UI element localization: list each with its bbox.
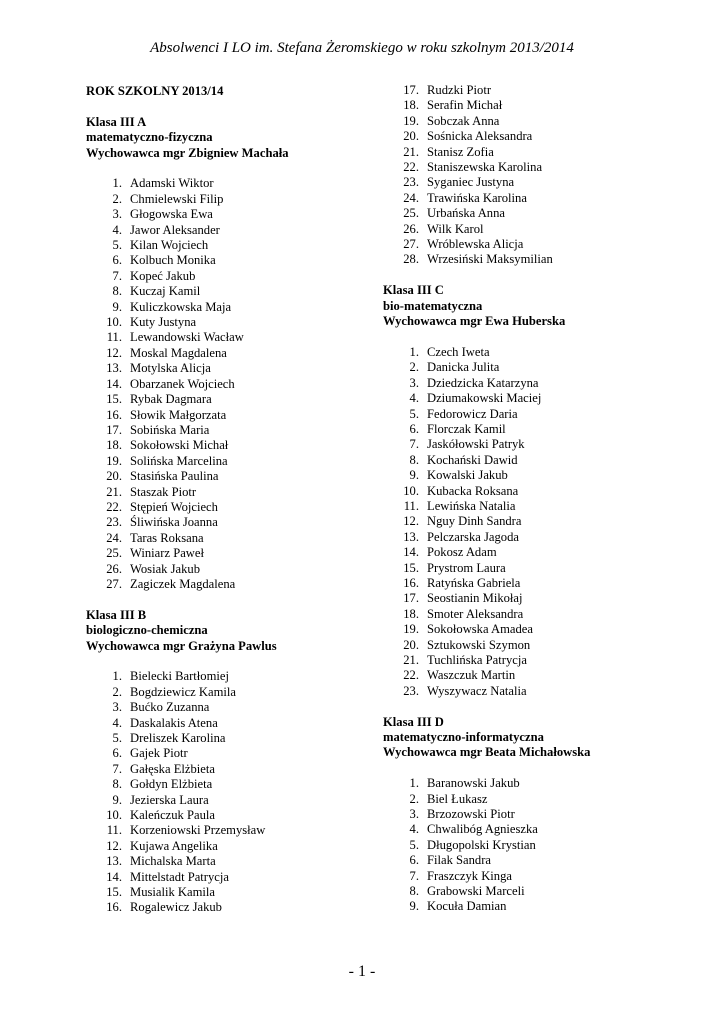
student-item	[86, 315, 376, 330]
student-name: Syganiec Justyna	[427, 175, 515, 190]
student-item	[86, 454, 376, 469]
student-name: Bielecki Bartłomiej	[130, 669, 229, 684]
student-number: 16.	[106, 407, 122, 422]
student-item	[86, 531, 376, 546]
student-number: 6.	[409, 853, 419, 868]
student-item	[86, 361, 376, 376]
student-name: Wrzesiński Maksymilian	[427, 252, 553, 267]
class-c-tutor: Wychowawca mgr Ewa Huberska	[383, 314, 566, 329]
student-name: Jaskółowski Patryk	[427, 437, 525, 452]
class-d-list	[383, 776, 673, 915]
student-item	[383, 206, 673, 221]
student-item	[383, 422, 673, 437]
student-name: Sośnicka Aleksandra	[427, 129, 533, 144]
student-name: Chwalibóg Agnieszka	[427, 822, 538, 837]
student-item	[86, 346, 376, 361]
student-name: Solińska Marcelina	[130, 453, 228, 468]
student-name: Filak Sandra	[427, 853, 492, 868]
student-number: 8.	[112, 284, 122, 299]
student-item	[383, 499, 673, 514]
student-number: 20.	[106, 469, 122, 484]
student-number: 27.	[106, 576, 122, 591]
student-item	[86, 269, 376, 284]
student-name: Kochański Dawid	[427, 452, 518, 467]
student-item	[383, 869, 673, 884]
student-item	[86, 777, 376, 792]
student-item	[86, 669, 376, 684]
student-number: 10.	[106, 808, 122, 823]
student-item	[86, 438, 376, 453]
student-name: Nguy Dinh Sandra	[427, 514, 522, 529]
student-name: Stanisz Zofia	[427, 144, 494, 159]
student-number: 17.	[403, 83, 419, 97]
student-item	[86, 423, 376, 438]
student-item	[383, 638, 673, 653]
student-number: 9.	[409, 899, 419, 914]
student-item	[86, 469, 376, 484]
student-number: 2.	[112, 684, 122, 699]
year-title: ROK SZKOLNY 2013/14	[86, 84, 224, 98]
student-number: 15.	[403, 560, 419, 575]
right-column	[383, 83, 673, 915]
student-number: 22.	[403, 160, 419, 175]
student-item	[383, 591, 673, 606]
student-name: Wróblewska Alicja	[427, 237, 524, 252]
student-item	[383, 899, 673, 914]
student-item	[86, 793, 376, 808]
student-name: Trawińska Karolina	[427, 190, 527, 205]
student-name: Śliwińska Joanna	[130, 515, 218, 530]
student-item	[86, 377, 376, 392]
student-item	[86, 900, 376, 915]
student-name: Wilk Karol	[427, 221, 484, 236]
student-item	[383, 530, 673, 545]
class-b-tutor: Wychowawca mgr Grażyna Pawlus	[86, 638, 277, 653]
student-item	[383, 822, 673, 837]
student-name: Kuty Justyna	[130, 315, 197, 330]
student-name: Sokołowska Amadea	[427, 622, 533, 637]
student-number: 4.	[409, 391, 419, 406]
student-item	[383, 545, 673, 560]
student-number: 24.	[403, 190, 419, 205]
student-name: Sztukowski Szymon	[427, 637, 531, 652]
student-name: Kaleńczuk Paula	[130, 808, 215, 823]
student-number: 25.	[403, 206, 419, 221]
student-number: 13.	[106, 854, 122, 869]
student-number: 26.	[403, 221, 419, 236]
student-number: 6.	[409, 421, 419, 436]
student-number: 23.	[403, 175, 419, 190]
student-number: 2.	[409, 360, 419, 375]
student-name: Mittelstadt Patrycja	[130, 869, 229, 884]
student-name: Kowalski Jakub	[427, 468, 508, 483]
student-name: Ratyńska Gabriela	[427, 575, 521, 590]
student-item	[86, 192, 376, 207]
class-b-name: Klasa III B	[86, 607, 147, 622]
student-name: Dziumakowski Maciej	[427, 391, 542, 406]
student-number: 4.	[112, 222, 122, 237]
student-number: 11.	[403, 498, 419, 513]
student-name: Pelczarska Jagoda	[427, 529, 519, 544]
student-item	[383, 838, 673, 853]
class-c-name: Klasa III C	[383, 283, 444, 298]
student-item	[383, 792, 673, 807]
student-number: 22.	[106, 499, 122, 514]
student-item	[383, 222, 673, 237]
student-name: Urbańska Anna	[427, 206, 505, 221]
student-item	[383, 514, 673, 529]
page-number: - 1 -	[348, 963, 376, 980]
student-number: 8.	[112, 777, 122, 792]
student-name: Gałęska Elżbieta	[130, 761, 215, 776]
student-name: Wyszywacz Natalia	[427, 683, 527, 698]
student-number: 14.	[403, 545, 419, 560]
student-name: Dziedzicka Katarzyna	[427, 375, 539, 390]
student-name: Jawor Aleksander	[130, 222, 220, 237]
student-item	[86, 762, 376, 777]
student-name: Taras Roksana	[130, 530, 204, 545]
student-number: 10.	[403, 483, 419, 498]
student-item	[383, 407, 673, 422]
student-number: 6.	[112, 746, 122, 761]
class-d-name: Klasa III D	[383, 714, 444, 729]
student-number: 19.	[403, 622, 419, 637]
student-number: 4.	[112, 715, 122, 730]
student-number: 18.	[403, 98, 419, 113]
left-column	[86, 84, 376, 916]
student-item	[383, 468, 673, 483]
student-name: Adamski Wiktor	[130, 176, 214, 191]
student-name: Prystrom Laura	[427, 560, 506, 575]
student-number: 4.	[409, 822, 419, 837]
student-item	[86, 223, 376, 238]
student-number: 1.	[112, 176, 122, 191]
student-number: 16.	[106, 900, 122, 915]
student-item	[86, 392, 376, 407]
student-name: Kilan Wojciech	[130, 238, 209, 253]
student-name: Gołdyn Elżbieta	[130, 777, 213, 792]
student-number: 11.	[106, 330, 122, 345]
student-number: 7.	[409, 868, 419, 883]
student-number: 5.	[112, 238, 122, 253]
student-name: Fedorowicz Daria	[427, 406, 518, 421]
student-number: 14.	[106, 376, 122, 391]
student-number: 13.	[403, 529, 419, 544]
student-number: 8.	[409, 452, 419, 467]
student-item	[86, 284, 376, 299]
student-number: 12.	[106, 345, 122, 360]
student-number: 1.	[409, 776, 419, 791]
student-name: Waszczuk Martin	[427, 668, 516, 683]
class-a-list	[86, 176, 376, 592]
student-number: 18.	[106, 438, 122, 453]
student-name: Jezierska Laura	[130, 792, 209, 807]
student-name: Biel Łukasz	[427, 791, 488, 806]
student-item	[383, 561, 673, 576]
student-item	[86, 870, 376, 885]
student-number: 17.	[403, 591, 419, 606]
student-name: Musialik Kamila	[130, 885, 215, 900]
student-name: Bogdziewicz Kamila	[130, 684, 236, 699]
page-header: Absolwenci I LO im. Stefana Żeromskiego w roku szkolnym 2013/2014	[150, 40, 574, 56]
student-name: Pokosz Adam	[427, 545, 497, 560]
student-name: Obarzanek Wojciech	[130, 376, 235, 391]
class-d-tutor: Wychowawca mgr Beata Michałowska	[383, 745, 591, 760]
student-number: 7.	[409, 437, 419, 452]
student-number: 3.	[409, 807, 419, 822]
student-item	[86, 330, 376, 345]
student-number: 3.	[112, 207, 122, 222]
student-number: 23.	[106, 515, 122, 530]
student-number: 15.	[106, 885, 122, 900]
student-item	[383, 607, 673, 622]
student-item	[86, 731, 376, 746]
student-item	[383, 576, 673, 591]
student-item	[383, 252, 673, 267]
student-number: 13.	[106, 361, 122, 376]
student-number: 19.	[106, 453, 122, 468]
student-item	[383, 345, 673, 360]
student-number: 27.	[403, 237, 419, 252]
student-number: 11.	[106, 823, 122, 838]
student-item	[383, 653, 673, 668]
student-item	[383, 437, 673, 452]
student-number: 12.	[106, 838, 122, 853]
student-name: Rogalewicz Jakub	[130, 900, 222, 915]
student-number: 5.	[409, 406, 419, 421]
student-item	[383, 175, 673, 190]
student-item	[86, 253, 376, 268]
student-name: Sobińska Maria	[130, 422, 210, 437]
student-item	[86, 746, 376, 761]
student-name: Sokołowski Michał	[130, 438, 229, 453]
student-number: 26.	[106, 561, 122, 576]
student-number: 21.	[106, 484, 122, 499]
student-name: Tuchlińska Patrycja	[427, 653, 527, 667]
class-d-profile: matematyczno-informatyczna	[383, 730, 544, 745]
student-name: Kocuła Damian	[427, 899, 507, 914]
class-b-list-part2	[383, 83, 673, 268]
class-c-list	[383, 345, 673, 699]
class-b-list-part1	[86, 669, 376, 916]
student-name: Lewińska Natalia	[427, 498, 516, 513]
student-name: Serafin Michał	[427, 98, 503, 113]
student-name: Brzozowski Piotr	[427, 807, 515, 822]
student-number: 7.	[112, 268, 122, 283]
student-name: Grabowski Marceli	[427, 884, 525, 899]
student-item	[86, 716, 376, 731]
student-number: 21.	[403, 144, 419, 159]
student-name: Zagiczek Magdalena	[130, 576, 236, 591]
student-item	[383, 776, 673, 791]
student-number: 22.	[403, 668, 419, 683]
student-item	[86, 700, 376, 715]
student-name: Rybak Dagmara	[130, 392, 212, 407]
student-item	[383, 668, 673, 683]
student-name: Czech Iweta	[427, 344, 490, 359]
student-name: Chmielewski Filip	[130, 191, 224, 206]
student-number: 12.	[403, 514, 419, 529]
student-item	[86, 238, 376, 253]
student-name: Słowik Małgorzata	[130, 407, 227, 422]
student-number: 21.	[403, 653, 419, 667]
student-name: Fraszczyk Kinga	[427, 868, 512, 883]
student-name: Kuliczkowska Maja	[130, 299, 232, 314]
student-item	[86, 546, 376, 561]
student-item	[383, 98, 673, 113]
student-item	[383, 484, 673, 499]
student-number: 17.	[106, 422, 122, 437]
student-number: 10.	[106, 315, 122, 330]
student-item	[383, 145, 673, 160]
student-item	[86, 207, 376, 222]
student-name: Lewandowski Wacław	[130, 330, 244, 345]
student-number: 16.	[403, 575, 419, 590]
student-item	[383, 83, 673, 98]
student-item	[383, 191, 673, 206]
student-number: 1.	[112, 669, 122, 684]
student-name: Stępień Wojciech	[130, 499, 218, 514]
student-item	[383, 884, 673, 899]
student-number: 7.	[112, 761, 122, 776]
student-name: Smoter Aleksandra	[427, 606, 524, 621]
student-item	[383, 360, 673, 375]
class-a-tutor: Wychowawca mgr Zbigniew Machała	[86, 145, 289, 160]
student-item	[383, 129, 673, 144]
student-number: 9.	[409, 468, 419, 483]
student-number: 5.	[112, 731, 122, 745]
student-number: 2.	[409, 791, 419, 806]
student-name: Głogowska Ewa	[130, 207, 213, 222]
student-name: Kopeć Jakub	[130, 268, 196, 283]
student-item	[383, 160, 673, 175]
student-name: Moskal Magdalena	[130, 345, 227, 360]
student-item	[86, 515, 376, 530]
student-name: Stasińska Paulina	[130, 469, 219, 484]
student-number: 5.	[409, 837, 419, 852]
student-item	[86, 176, 376, 191]
student-item	[86, 562, 376, 577]
student-number: 20.	[403, 637, 419, 652]
student-number: 8.	[409, 884, 419, 899]
student-name: Gajek Piotr	[130, 746, 188, 761]
student-number: 14.	[106, 869, 122, 884]
student-item	[383, 853, 673, 868]
student-number: 28.	[403, 252, 419, 267]
class-a-name: Klasa III A	[86, 114, 147, 129]
student-item	[86, 408, 376, 423]
student-number: 25.	[106, 546, 122, 561]
student-item	[86, 839, 376, 854]
student-name: Baranowski Jakub	[427, 776, 520, 791]
student-number: 9.	[112, 299, 122, 314]
student-item	[86, 500, 376, 515]
student-name: Michalska Marta	[130, 854, 216, 869]
student-item	[383, 237, 673, 252]
student-name: Motylska Alicja	[130, 361, 211, 376]
student-name: Dreliszek Karolina	[130, 731, 226, 745]
student-name: Korzeniowski Przemysław	[130, 823, 266, 838]
student-number: 2.	[112, 191, 122, 206]
student-item	[383, 807, 673, 822]
student-item	[86, 685, 376, 700]
student-number: 18.	[403, 606, 419, 621]
student-name: Winiarz Paweł	[130, 546, 204, 561]
student-item	[383, 453, 673, 468]
student-item	[86, 823, 376, 838]
student-name: Długopolski Krystian	[427, 837, 536, 852]
student-number: 15.	[106, 392, 122, 407]
student-item	[383, 684, 673, 699]
class-c-profile: bio-matematyczna	[383, 298, 483, 313]
student-item	[383, 622, 673, 637]
student-item	[86, 885, 376, 900]
student-number: 24.	[106, 530, 122, 545]
student-name: Sobczak Anna	[427, 113, 500, 128]
student-number: 19.	[403, 113, 419, 128]
student-name: Kuczaj Kamil	[130, 284, 201, 299]
student-item	[383, 391, 673, 406]
student-name: Rudzki Piotr	[427, 83, 492, 97]
student-item	[86, 854, 376, 869]
student-name: Danicka Julita	[427, 360, 500, 375]
student-number: 9.	[112, 792, 122, 807]
student-item	[86, 485, 376, 500]
student-number: 23.	[403, 683, 419, 698]
student-number: 1.	[409, 344, 419, 359]
student-name: Staniszewska Karolina	[427, 160, 543, 175]
student-item	[86, 300, 376, 315]
student-name: Kubacka Roksana	[427, 483, 519, 498]
student-name: Kolbuch Monika	[130, 253, 216, 268]
student-number: 3.	[112, 700, 122, 715]
student-name: Wosiak Jakub	[130, 561, 200, 576]
student-number: 20.	[403, 129, 419, 144]
student-name: Staszak Piotr	[130, 484, 197, 499]
student-name: Seostianin Mikołaj	[427, 591, 523, 606]
student-number: 3.	[409, 375, 419, 390]
student-name: Bućko Zuzanna	[130, 700, 210, 715]
student-name: Daskalakis Atena	[130, 715, 218, 730]
student-item	[383, 114, 673, 129]
class-a-profile: matematyczno-fizyczna	[86, 130, 213, 145]
student-name: Kujawa Angelika	[130, 838, 218, 853]
student-item	[86, 577, 376, 592]
class-b-profile: biologiczno-chemiczna	[86, 623, 208, 638]
student-name: Florczak Kamil	[427, 421, 506, 436]
student-item	[86, 808, 376, 823]
student-number: 6.	[112, 253, 122, 268]
student-item	[383, 376, 673, 391]
